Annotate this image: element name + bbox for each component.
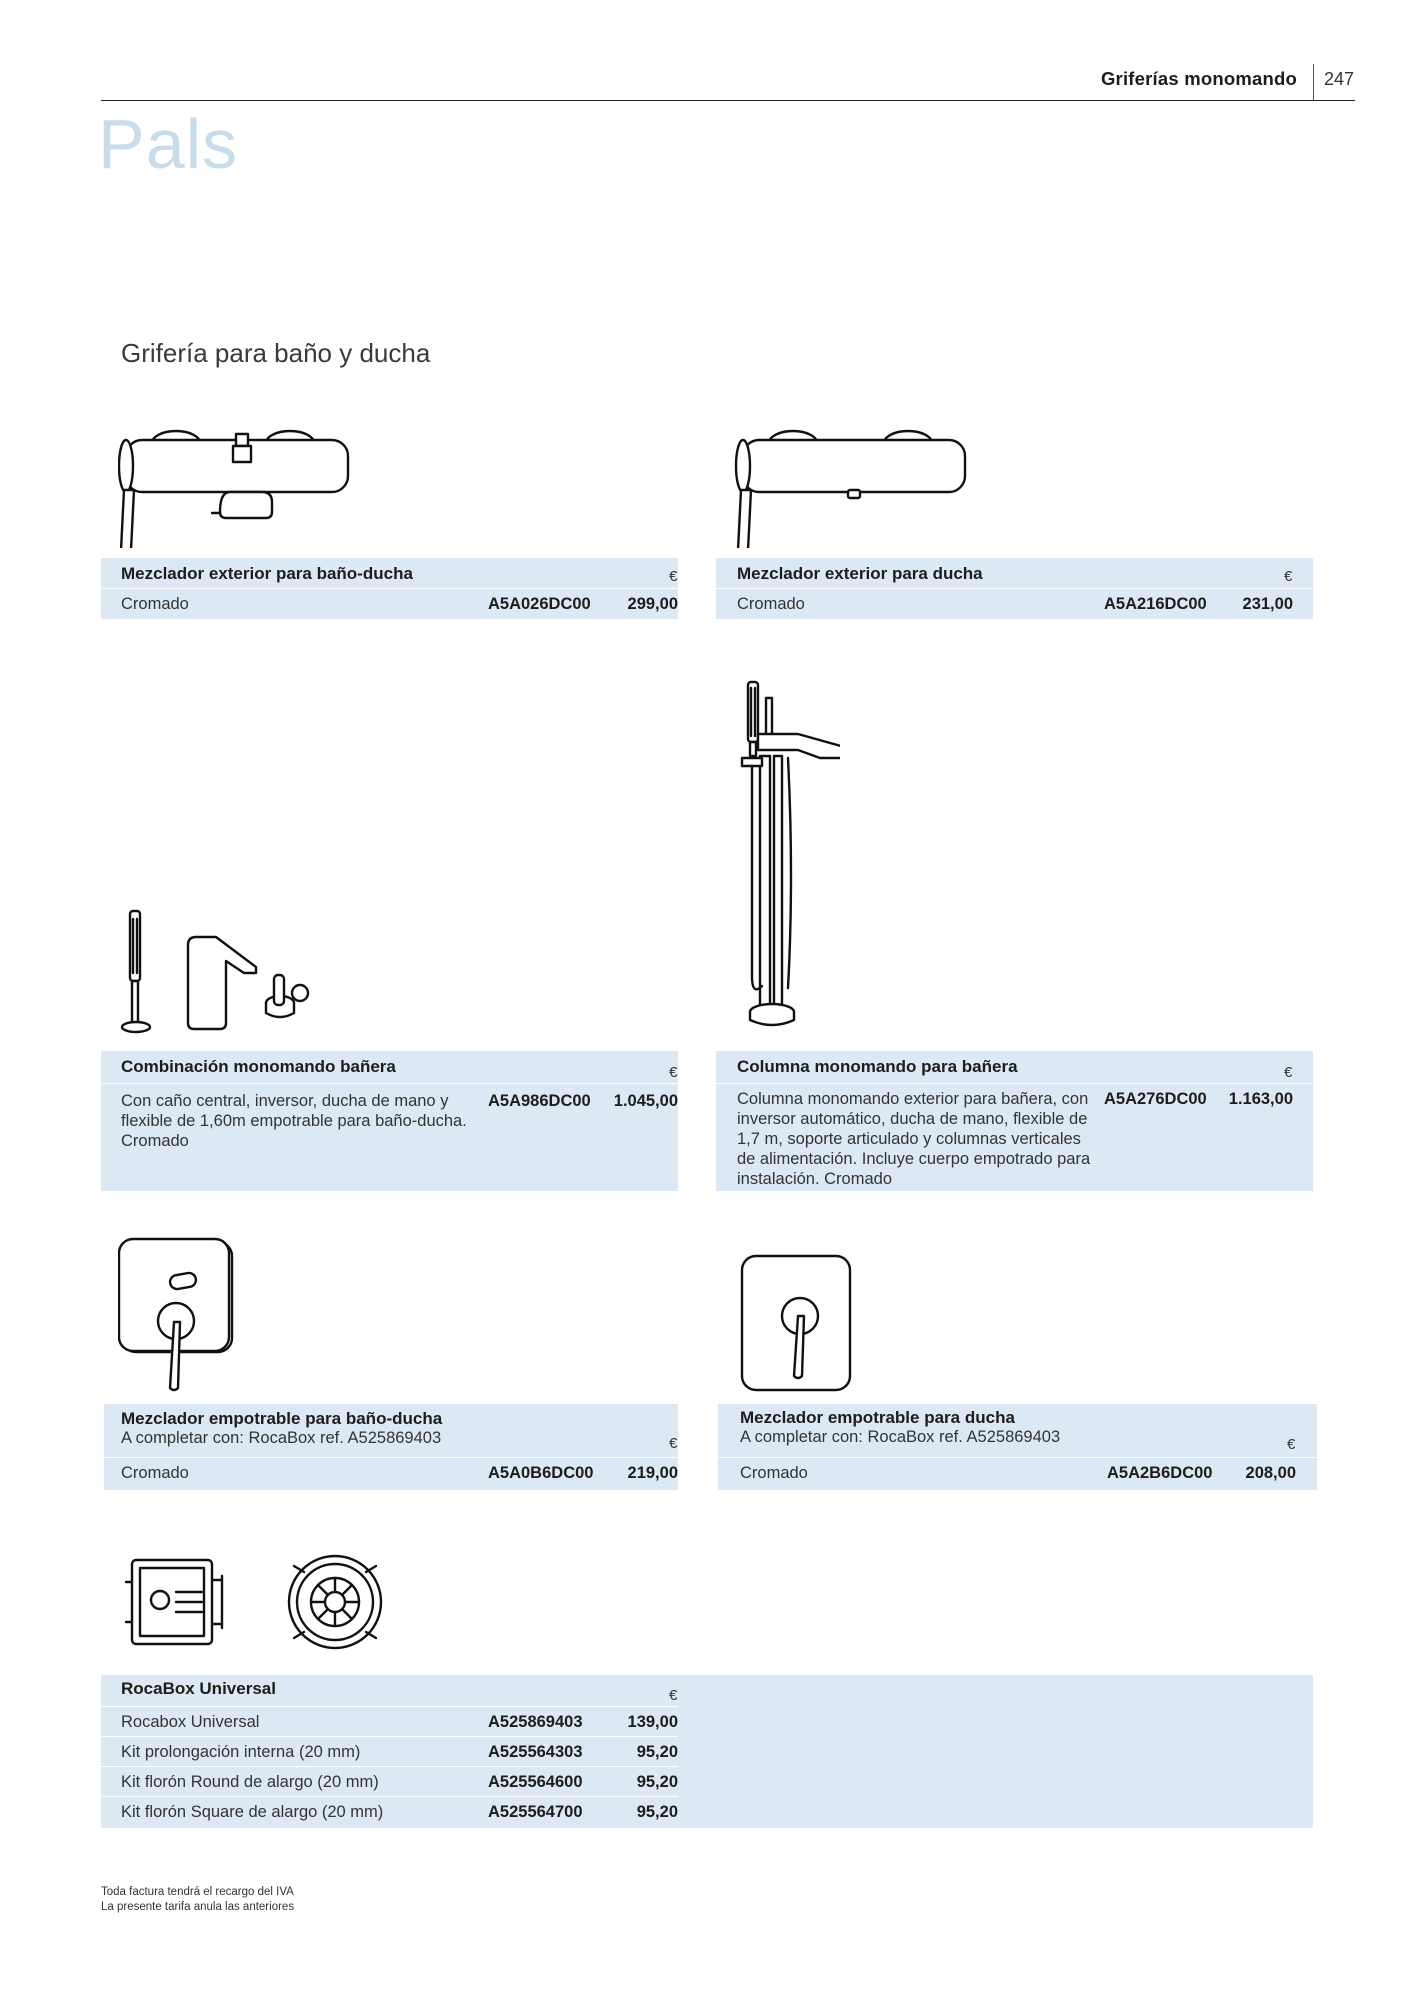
product-price: 231,00 bbox=[1242, 595, 1293, 613]
currency-symbol: € bbox=[1284, 568, 1293, 585]
currency-symbol: € bbox=[1284, 1064, 1293, 1081]
exterior-bath-shower-mixer-icon bbox=[118, 418, 358, 548]
product-price: 1.163,00 bbox=[1228, 1090, 1293, 1108]
product-note: A completar con: RocaBox ref. A525869403 bbox=[121, 1429, 442, 1447]
row-divider bbox=[101, 1796, 678, 1797]
row-divider bbox=[101, 1706, 678, 1707]
header-divider bbox=[1313, 64, 1314, 100]
table-row-label: Kit prolongación interna (20 mm) bbox=[121, 1743, 361, 1761]
table-row-price: 95,20 bbox=[636, 1803, 678, 1821]
product-name: Mezclador exterior para ducha bbox=[737, 564, 983, 583]
product-finish: Cromado bbox=[121, 595, 189, 613]
footer-vat-note: Toda factura tendrá el recargo del IVA bbox=[101, 1886, 294, 1898]
footer-tariff-note: La presente tarifa anula las anteriores bbox=[101, 1901, 295, 1913]
product-finish: Cromado bbox=[737, 595, 805, 613]
row-divider bbox=[101, 588, 678, 589]
product-name: RocaBox Universal bbox=[121, 1679, 276, 1698]
product-reference: A5A216DC00 bbox=[1104, 595, 1207, 613]
exterior-shower-mixer-icon bbox=[733, 418, 973, 548]
rocabox-icon bbox=[124, 1552, 424, 1652]
product-reference: A5A026DC00 bbox=[488, 595, 591, 613]
currency-symbol: € bbox=[669, 1435, 678, 1452]
currency-symbol: € bbox=[669, 1064, 678, 1081]
table-row-reference: A525564700 bbox=[488, 1803, 583, 1821]
product-finish: Cromado bbox=[740, 1464, 808, 1482]
row-divider bbox=[104, 1457, 678, 1458]
row-divider bbox=[716, 1083, 1313, 1084]
product-price: 208,00 bbox=[1245, 1464, 1296, 1482]
row-divider bbox=[101, 1736, 678, 1737]
table-row-reference: A525564600 bbox=[488, 1773, 583, 1791]
built-in-bath-shower-mixer-icon bbox=[118, 1236, 243, 1393]
product-reference: A5A2B6DC00 bbox=[1107, 1464, 1213, 1482]
table-row-reference: A525869403 bbox=[488, 1713, 583, 1731]
table-row-label: Kit florón Square de alargo (20 mm) bbox=[121, 1803, 384, 1821]
product-reference: A5A986DC00 bbox=[488, 1092, 591, 1110]
product-name: Mezclador empotrable para baño-ducha bbox=[121, 1409, 443, 1428]
product-price: 1.045,00 bbox=[613, 1092, 678, 1110]
product-note: A completar con: RocaBox ref. A525869403 bbox=[740, 1428, 1061, 1446]
row-divider bbox=[718, 1457, 1317, 1458]
collection-title: Pals bbox=[98, 105, 239, 183]
section-header-title: Griferías monomando bbox=[1100, 68, 1297, 89]
table-row-label: Rocabox Universal bbox=[121, 1713, 260, 1731]
row-divider bbox=[716, 588, 1313, 589]
table-row-reference: A525564303 bbox=[488, 1743, 583, 1761]
currency-symbol: € bbox=[669, 568, 678, 585]
section-title: Grifería para baño y ducha bbox=[121, 338, 431, 368]
product-description: Columna monomando exterior para bañera, con inversor automático, ducha de mano, flexible de 1,7 m, soporte articulado y columnas verticales de alimentación. Incluye cuerpo empotrado para instalación. Cromado bbox=[737, 1090, 1091, 1188]
product-price: 219,00 bbox=[627, 1464, 678, 1482]
built-in-shower-mixer-icon bbox=[738, 1250, 858, 1395]
freestanding-bath-column-icon bbox=[730, 678, 840, 1030]
product-price: 299,00 bbox=[627, 595, 678, 613]
table-row-label: Kit florón Round de alargo (20 mm) bbox=[121, 1773, 379, 1791]
table-row-price: 95,20 bbox=[636, 1743, 678, 1761]
product-name: Mezclador exterior para baño-ducha bbox=[121, 564, 413, 583]
product-description: Con caño central, inversor, ducha de mano y flexible de 1,60m empotrable para baño-ducha. Cromado bbox=[121, 1092, 467, 1150]
product-name: Mezclador empotrable para ducha bbox=[740, 1408, 1015, 1427]
table-row-price: 139,00 bbox=[627, 1713, 678, 1731]
row-divider bbox=[101, 1766, 678, 1767]
currency-symbol: € bbox=[1287, 1436, 1296, 1453]
row-divider bbox=[101, 1083, 678, 1084]
header-rule bbox=[101, 100, 1355, 101]
product-finish: Cromado bbox=[121, 1464, 189, 1482]
product-name: Columna monomando para bañera bbox=[737, 1057, 1018, 1076]
currency-symbol: € bbox=[669, 1687, 678, 1704]
bath-combination-icon bbox=[120, 905, 320, 1040]
table-row-price: 95,20 bbox=[636, 1773, 678, 1791]
product-name: Combinación monomando bañera bbox=[121, 1057, 396, 1076]
product-reference: A5A0B6DC00 bbox=[488, 1464, 594, 1482]
product-reference: A5A276DC00 bbox=[1104, 1090, 1207, 1108]
page-number: 247 bbox=[1324, 69, 1355, 89]
